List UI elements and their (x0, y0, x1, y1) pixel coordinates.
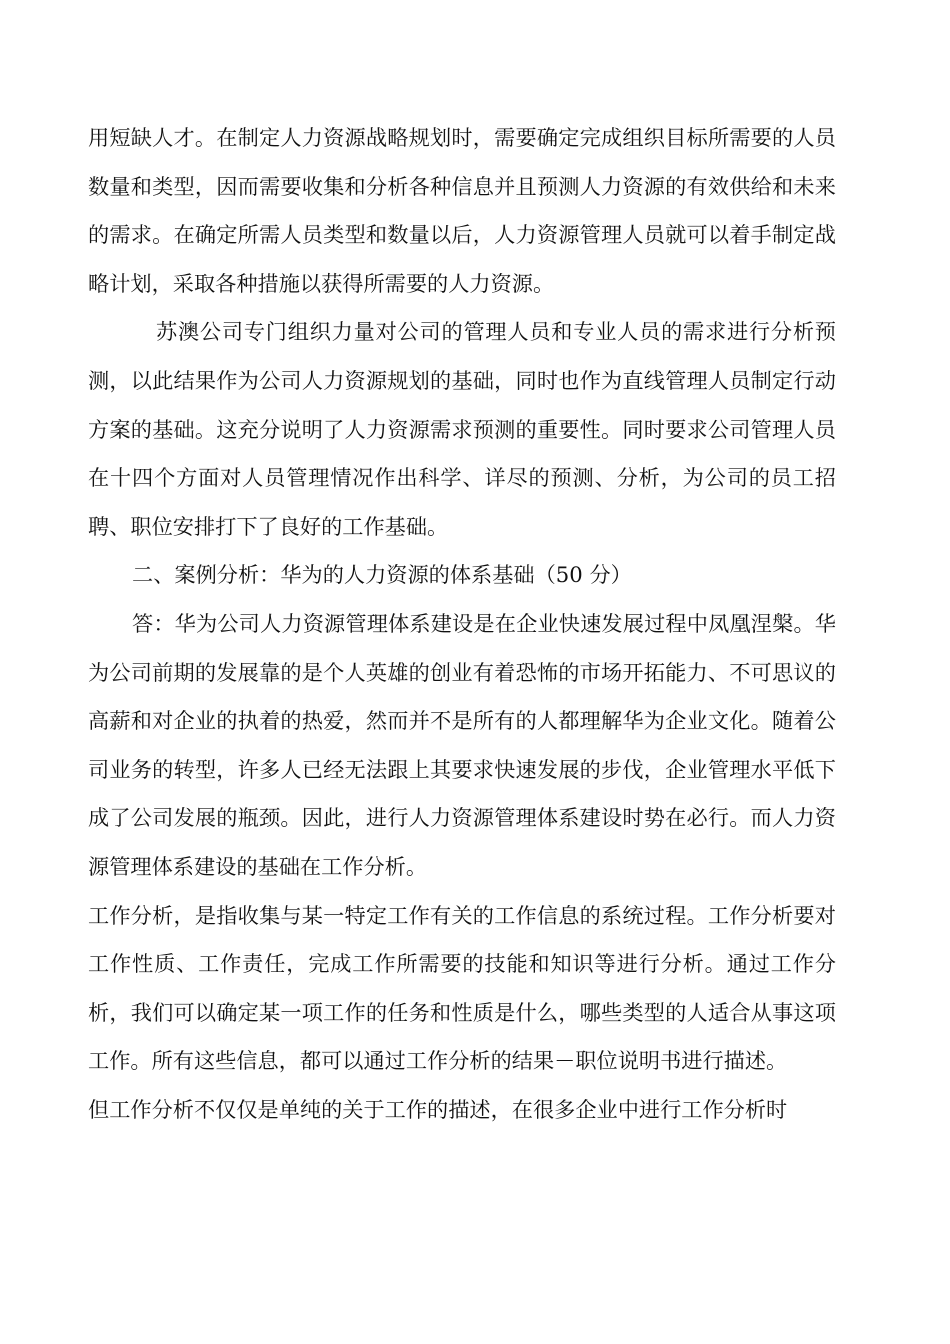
paragraph-job-analysis-continued: 但工作分析不仅仅是单纯的关于工作的描述，在很多企业中进行工作分析时 (88, 1096, 788, 1122)
section-heading-case-analysis: 二、案例分析：华为的人力资源的体系基础（50 分） (132, 562, 632, 588)
paragraph-job-analysis: 工作分析，是指收集与某一特定工作有关的工作信息的系统过程。工作分析要对工作性质、工作责任，完成工作所需要的技能和知识等进行分析。通过工作分析，我们可以确定某一项工作的任务和性质是什么，哪些类型的人适合从事这项工作。所有这些信息，都可以通过工作分析的结果－职位说明书进行描述。 (88, 902, 836, 1074)
document-body (88, 114, 836, 1134)
paragraph-continuation: 用短缺人才。在制定人力资源战略规划时，需要确定完成组织目标所需要的人员数量和类型，因而需要收集和分析各种信息并且预测人力资源的有效供给和未来的需求。在确定所需人员类型和数量以后，人力资源管理人员就可以着手制定战略计划，采取各种措施以获得所需要的人力资源。 (88, 125, 836, 296)
paragraph-suao-company: 苏澳公司专门组织力量对公司的管理人员和专业人员的需求进行分析预测，以此结果作为公司人力资源规划的基础，同时也作为直线管理人员制定行动方案的基础。这充分说明了人力资源需求预测的重要性。同时要求公司管理人员在十四个方面对人员管理情况作出科学、详尽的预测、分析，为公司的员工招聘、职位安排打下了良好的工作基础。 (88, 319, 836, 539)
paragraph-answer: 答：华为公司人力资源管理体系建设是在企业快速发展过程中凤凰涅槃。华为公司前期的发展靠的是个人英雄的创业有着恐怖的市场开拓能力、不可思议的高薪和对企业的执着的热爱，然而并不是所有的人都理解华为企业文化。随着公司业务的转型，许多人已经无法跟上其要求快速发展的步伐，企业管理水平低下成了公司发展的瓶颈。因此，进行人力资源管理体系建设时势在必行。而人力资源管理体系建设的基础在工作分析。 (88, 610, 836, 879)
